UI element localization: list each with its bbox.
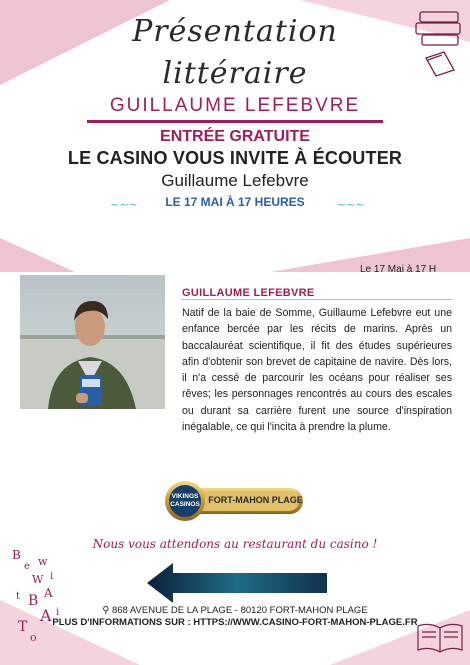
- scattered-letters-decoration: [10, 545, 70, 655]
- title-presentation: Présentation: [132, 14, 338, 49]
- bio-text: Natif de la baie de Somme, Guillaume Lefebvre eut une enfance bercée par les récits de marins. Après un baccalauréat scientifique, il fit des études supérieures afin d'obtenir son brevet de capitaine de navire. Dès lors, il n'a cessé de parcourir les océans pour réaliser ses rêves; les personnages rencontrés au cours des escales ou durant sa carrière furent une source d'inspiration inégalable, ce qui l'incita à prendre la plume.: [182, 307, 452, 434]
- svg-text:T: T: [18, 619, 28, 635]
- logo-place: FORT-MAHON PLAGE: [208, 495, 303, 505]
- header-divider: [87, 120, 383, 123]
- wave-decoration-right: ~~~: [337, 198, 365, 211]
- logo-badge-line2: CASINOS: [170, 501, 200, 508]
- decor-triangle-mid-left: [0, 238, 75, 272]
- svg-text:A: A: [40, 606, 52, 625]
- svg-text:B: B: [28, 593, 39, 609]
- restaurant-invitation: Nous vous attendons au restaurant du casino !: [92, 537, 378, 551]
- svg-text:t: t: [16, 591, 21, 602]
- website-info: PLUS D'INFORMATIONS SUR : HTTPS://WWW.CASINO-FORT-MAHON-PLAGE.FR: [52, 617, 418, 628]
- author-photo: [20, 275, 165, 409]
- free-entry-label: ENTRÉE GRATUITE: [160, 128, 310, 145]
- author-name-header: GUILLAUME LEFEBVRE: [109, 95, 361, 116]
- bio-date: Le 17 Mai à 17 H: [360, 264, 437, 275]
- title-litteraire: littéraire: [162, 56, 308, 91]
- guest-name: Guillaume Lefebvre: [161, 171, 309, 190]
- logo-badge-line1: VIKINGS: [171, 493, 199, 500]
- svg-text:o: o: [30, 631, 37, 644]
- address-text: 868 AVENUE DE LA PLAGE - 80120 FORT-MAHON PLAGE: [111, 605, 368, 616]
- address-line: [0, 605, 470, 616]
- bio-divider: [182, 299, 452, 300]
- svg-text:B: B: [12, 548, 21, 562]
- svg-text:i: i: [56, 607, 60, 618]
- event-date: LE 17 MAI À 17 HEURES: [165, 195, 305, 209]
- bio-heading: GUILLAUME LEFEBVRE: [182, 287, 315, 299]
- svg-text:A: A: [44, 586, 53, 600]
- invite-line: LE CASINO VOUS INVITE À ÉCOUTER: [67, 148, 403, 168]
- svg-text:w: w: [38, 555, 48, 568]
- arrow-left-icon: [147, 563, 327, 603]
- svg-text:e: e: [24, 561, 30, 572]
- location-pin-icon: ⚲: [102, 605, 110, 616]
- svg-text:i: i: [50, 571, 54, 582]
- svg-text:W: W: [32, 573, 44, 586]
- wave-decoration-left: ~~~: [110, 198, 138, 211]
